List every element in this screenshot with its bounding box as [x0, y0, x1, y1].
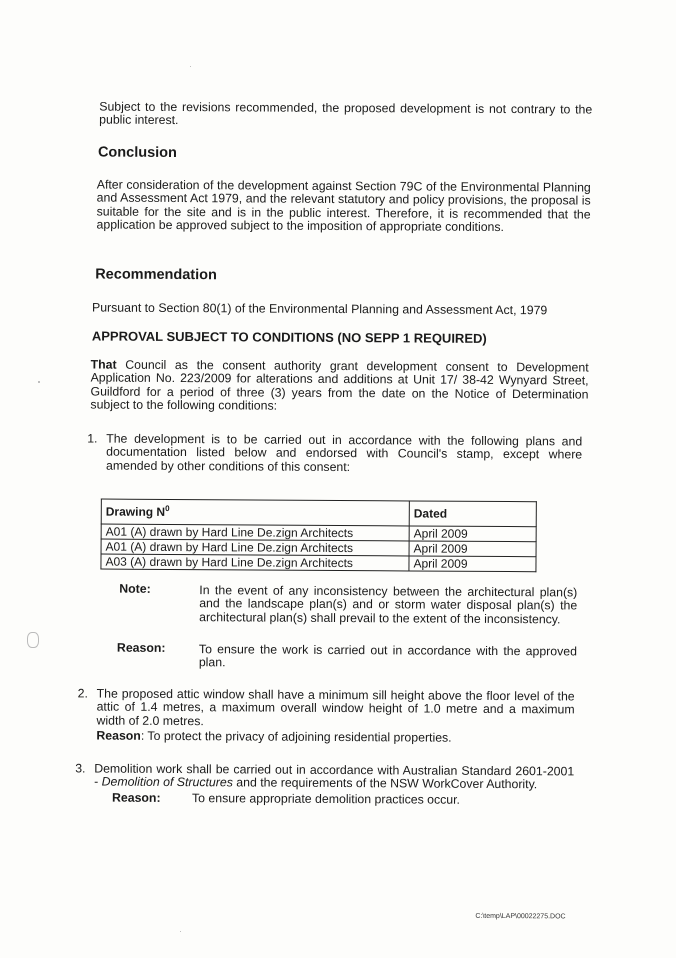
- drawing-cell: A01 (A) drawn by Hard Line De.zign Architects: [101, 539, 409, 556]
- note-block: [119, 581, 579, 626]
- condition-number: 1.: [87, 431, 98, 446]
- condition-text: Demolition work shall be carried out in accordance with Australian Standard 2601-2001 - Demolition of Structures and the requirements of the NSW WorkCover Authority.: [94, 761, 575, 792]
- drawing-cell: A03 (A) drawn by Hard Line De.zign Architects: [101, 554, 409, 571]
- reason-text: : To protect the privacy of adjoining residential properties.: [140, 728, 452, 745]
- reason-text: To ensure appropriate demolition practices occur.: [192, 790, 461, 807]
- footer-file-path: C:\temp\LAP\00022275.DOC: [475, 912, 566, 921]
- that-word: That: [90, 357, 117, 372]
- condition-2: [77, 686, 575, 746]
- condition-1: [87, 431, 583, 476]
- that-text: Council as the consent authority grant development consent to Development Application No. 223/2009 for alterations and additions at Unit 17/ 38-42 Wynyard Street, Guildford for a period of three (3) years from the date on the Notice of Determination subject to the following conditions:: [90, 357, 589, 413]
- drawing-cell: A01 (A) drawn by Hard Line De.zign Architects: [101, 524, 409, 541]
- recommendation-text: Pursuant to Section 80(1) of the Environmental Planning and Assessment Act, 1979: [91, 300, 548, 318]
- condition-text: The development is to be carried out in accordance with the following plans and documentation listed below and endorsed with Council's stamp, except where amended by other conditions of this consent:: [106, 431, 583, 474]
- intro-paragraph: Subject to the revisions recommended, the proposed development is not contrary to the public interest.: [99, 99, 593, 128]
- reason-block: [116, 640, 579, 670]
- condition-3: [75, 761, 575, 812]
- plans-table: [100, 499, 536, 573]
- note-label: Note:: [119, 581, 151, 596]
- approval-heading: APPROVAL SUBJECT TO CONDITIONS (NO SEPP 1 REQUIRED): [91, 328, 487, 346]
- header-drawing: Drawing $N^0$: [101, 499, 409, 526]
- reason-label: Reason:: [112, 790, 161, 805]
- header-dated: Dated: [409, 501, 536, 527]
- that-paragraph: [90, 358, 588, 414]
- scan-speck: [190, 66, 191, 67]
- plans-table-header: [101, 499, 536, 527]
- condition-reason: [96, 729, 574, 745]
- dated-cell: April 2009: [409, 526, 536, 542]
- punch-hole-mark: [27, 632, 39, 648]
- recommendation-heading: Recommendation: [95, 266, 217, 284]
- condition-reason: [94, 791, 574, 812]
- condition-number: 3.: [75, 761, 86, 776]
- dated-cell: April 2009: [409, 541, 536, 557]
- reason-label: Reason:: [116, 640, 166, 655]
- condition-text: The proposed attic window shall have a minimum sill height above the floor level of the attic of 1.4 metres, a maximum overall window height of 1.0 metre and a maximum width of 2.0 metres.: [96, 686, 575, 728]
- standard-title: Demolition of Structures: [101, 774, 233, 790]
- note-text: In the event of any inconsistency between the architectural plan(s) and the landscape plan(s) and or storm water disposal plan(s) the architectural plan(s) shall prevail to the extent of the inconsistency.: [199, 583, 578, 626]
- scan-speck: [180, 931, 181, 932]
- scan-speck: [38, 381, 40, 383]
- conclusion-heading: Conclusion: [97, 144, 177, 162]
- conclusion-text: After consideration of the development against Section 79C of the Environmental Planning and Assessment Act 1979, and the relevant statutory and policy provisions, the proposal is suitable for the site and is in the public interest. Therefore, it is recommended that the application be approved subject to the imposition of appropriate conditions.: [96, 177, 591, 234]
- dated-cell: April 2009: [409, 556, 536, 572]
- reason-text: To ensure the work is carried out in accordance with the approved plan.: [198, 642, 577, 670]
- reason-label: Reason: [96, 728, 141, 743]
- condition-number: 2.: [77, 686, 88, 701]
- table-row: [101, 554, 536, 572]
